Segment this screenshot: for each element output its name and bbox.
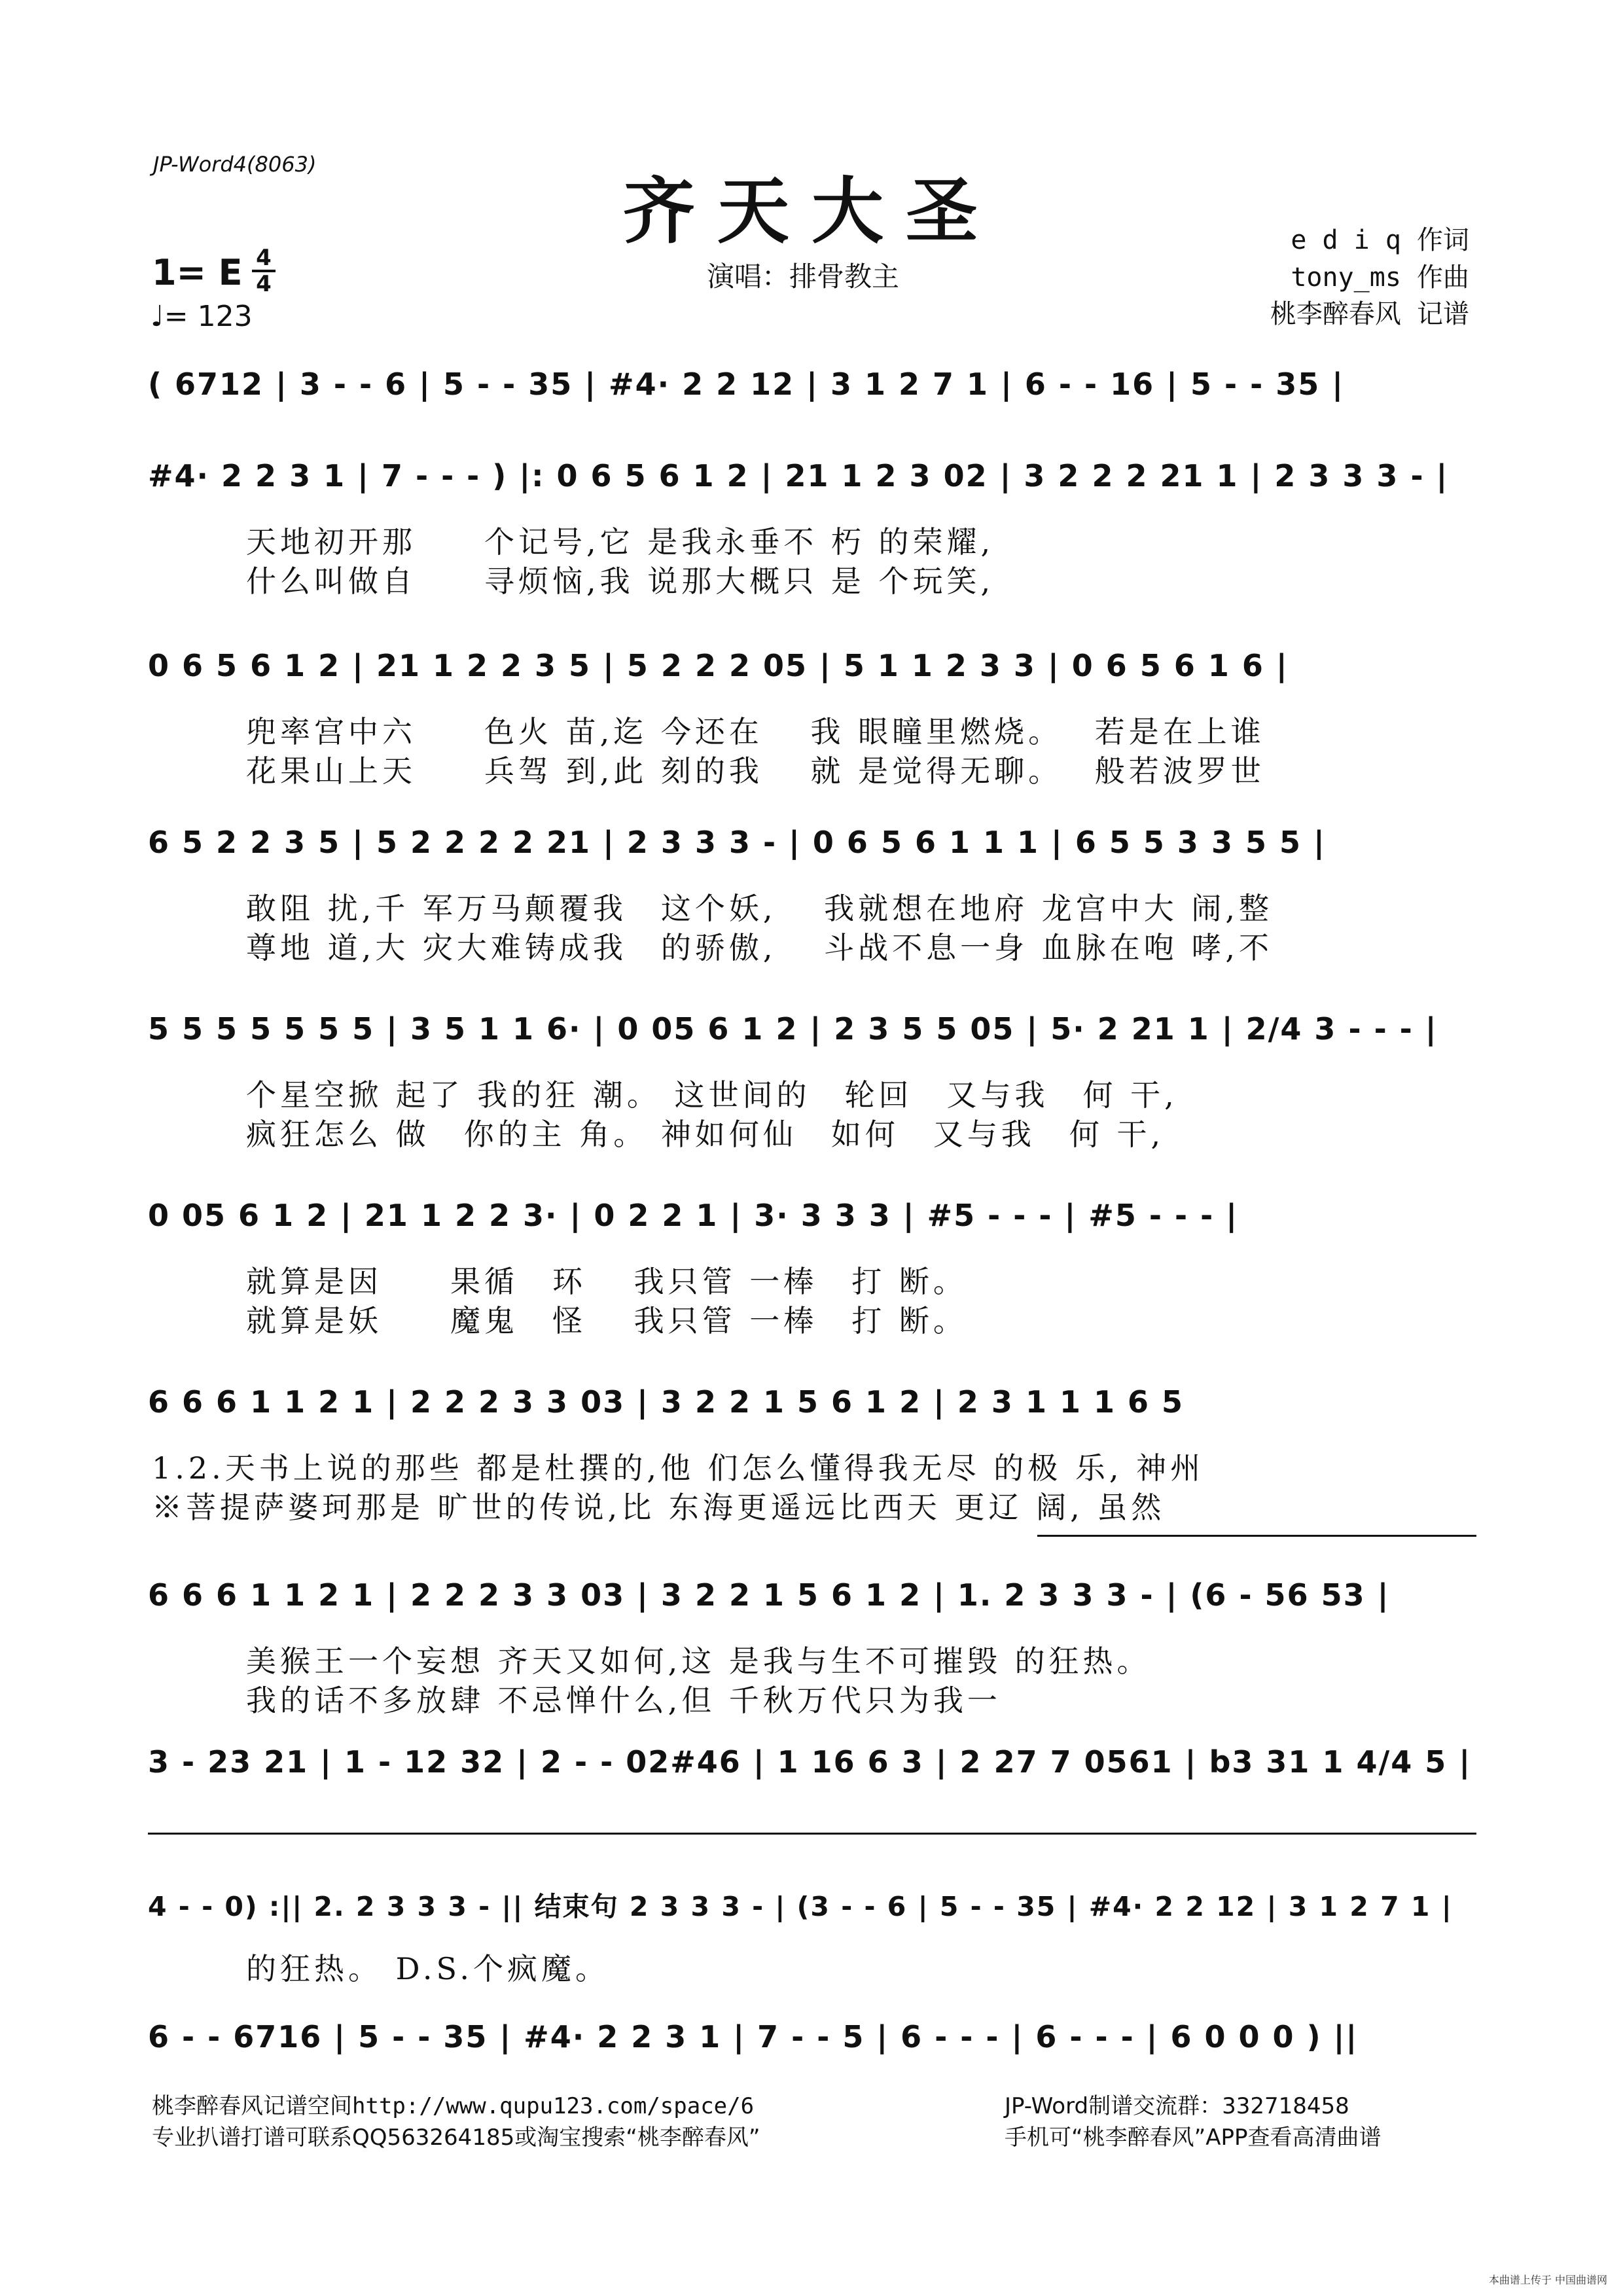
notation-line: 3 - 23 21 | 1 - 12 32 | 2 - - 02#46 | 1 16 6 3 | 2 27 7 0561 | b3 31 1 4/4 5 | (148, 1744, 1472, 1780)
footer-space-link[interactable]: 桃李醉春风记谱空间http://www.qupu123.com/space/6 (152, 2093, 755, 2119)
time-signature-bottom: 4 (256, 271, 272, 297)
tempo-marking: ♩= 123 (151, 300, 253, 333)
notation-line: 6 6 6 1 1 2 1 | 2 2 2 3 3 03 | 3 2 2 1 5 6 1 2 | 2 3 1 1 1 6 5 (148, 1384, 1185, 1420)
score-system (148, 1744, 1476, 1780)
page-title: 齐天大圣 (623, 169, 1000, 253)
lyric-line: 就算是妖 魔鬼 怪 我只管 一棒 打 断。 (246, 1303, 967, 1338)
score-system (148, 1384, 1476, 1525)
lyric-line: 天地初开那 个记号,它 是我永垂不 朽 的荣耀, (246, 524, 995, 560)
site-watermark: 本曲谱上传于 中国曲谱网 (1488, 2274, 1607, 2286)
volta-bracket-2 (148, 1833, 1476, 1835)
transcriber-credit: 桃李醉春风 记谱 (1270, 299, 1469, 329)
notation-line: 5 5 5 5 5 5 5 | 3 5 1 1 6· | 0 05 6 1 2 | 2 3 5 5 05 | 5· 2 21 1 | 2/4 3 - - - | (148, 1011, 1438, 1047)
lyric-line: 疯狂怎么 做 你的主 角。 神如何仙 如何 又与我 何 干, (246, 1117, 1165, 1152)
footer-contact: 专业扒谱打谱可联系QQ563264185或淘宝搜索“桃李醉春风” (152, 2125, 760, 2151)
notation-line: 6 - - 6716 | 5 - - 35 | #4· 2 2 3 1 | 7 - - 5 | 6 - - - | 6 - - - | 6 0 0 0 ) || (148, 2019, 1359, 2054)
lyric-line: ※菩提萨婆珂那是 旷世的传说,比 东海更遥远比西天 更辽 阔, 虽然 (152, 1490, 1166, 1525)
score-system (148, 648, 1476, 789)
footer-group: JP-Word制谱交流群：332718458 (1005, 2093, 1349, 2119)
notation-line: ( 6712 | 3 - - 6 | 5 - - 35 | #4· 2 2 12 | 3 1 2 7 1 | 6 - - 16 | 5 - - 35 | (148, 367, 1345, 402)
score-system (148, 2019, 1476, 2054)
score-system (148, 1577, 1476, 1718)
lyric-line: 个星空掀 起了 我的狂 潮。 这世间的 轮回 又与我 何 干, (246, 1077, 1178, 1113)
lyric-line: 花果山上天 兵驾 到,此 刻的我 就 是觉得无聊。 般若波罗世 (246, 753, 1265, 789)
lyricist-credit: e d i q 作词 (1291, 225, 1469, 255)
notation-line: 6 5 2 2 3 5 | 5 2 2 2 2 21 | 2 3 3 3 - | 0 6 5 6 1 1 1 | 6 5 5 3 3 5 5 | (148, 825, 1326, 860)
composer-credit: tony_ms 作曲 (1291, 262, 1469, 293)
time-signature-top: 4 (256, 245, 272, 271)
notation-line: 6 6 6 1 1 2 1 | 2 2 2 3 3 03 | 3 2 2 1 5 6 1 2 | 1. 2 3 3 3 - | (6 - 56 53 | (148, 1577, 1390, 1613)
score-system (148, 1198, 1476, 1338)
score-system (148, 1885, 1476, 1986)
score-system (148, 367, 1476, 402)
lyric-line: 的狂热。 D.S.个疯魔。 (246, 1951, 609, 1986)
notation-line: 4 - - 0) :|| 2. 2 3 3 3 - || 结束句 2 3 3 3 - | (3 - - 6 | 5 - - 35 | #4· 2 2 12 | 3 1 2 7 1 | (148, 1891, 1453, 1922)
score-system (148, 1011, 1476, 1152)
notation-line: #4· 2 2 3 1 | 7 - - - ) |: 0 6 5 6 1 2 | 21 1 2 3 02 | 3 2 2 2 21 1 | 2 3 3 3 - | (148, 458, 1449, 493)
software-label: JP-Word4(8063) (153, 152, 317, 177)
key-signature: 1= E (152, 252, 243, 293)
footer-app-note: 手机可“桃李醉春风”APP查看高清曲谱 (1005, 2125, 1382, 2151)
lyric-line: 就算是因 果循 环 我只管 一棒 打 断。 (246, 1264, 967, 1299)
score-system (148, 458, 1476, 599)
lyric-line: 我的话不多放肆 不忌惮什么,但 千秋万代只为我一 (246, 1683, 1001, 1718)
score-system (148, 825, 1476, 965)
lyric-line: 尊地 道,大 灾大难铸成我 的骄傲, 斗战不息一身 血脉在咆 哮,不 (246, 930, 1273, 965)
notation-line: 0 6 5 6 1 2 | 21 1 2 2 3 5 | 5 2 2 2 05 | 5 1 1 2 3 3 | 0 6 5 6 1 6 | (148, 648, 1289, 683)
lyric-line: 什么叫做自 寻烦恼,我 说那大概只 是 个玩笑, (246, 564, 995, 599)
time-signature (252, 247, 276, 295)
lyric-line: 兜率宫中六 色火 苗,迄 今还在 我 眼瞳里燃烧。 若是在上谁 (246, 714, 1265, 749)
notation-line: 0 05 6 1 2 | 21 1 2 2 3· | 0 2 2 1 | 3· 3 3 3 | #5 - - - | #5 - - - | (148, 1198, 1238, 1233)
lyric-line: 敢阻 扰,千 军万马颠覆我 这个妖, 我就想在地府 龙宫中大 闹,整 (246, 891, 1273, 926)
volta-bracket-1 (1037, 1535, 1476, 1537)
lyric-line: 美猴王一个妄想 齐天又如何,这 是我与生不可摧毁 的狂热。 (246, 1643, 1151, 1679)
lyric-line: 1.2.天书上说的那些 都是杜撰的,他 们怎么懂得我无尽 的极 乐, 神州 (152, 1450, 1205, 1486)
singer-credit: 演唱：排骨教主 (707, 260, 900, 293)
